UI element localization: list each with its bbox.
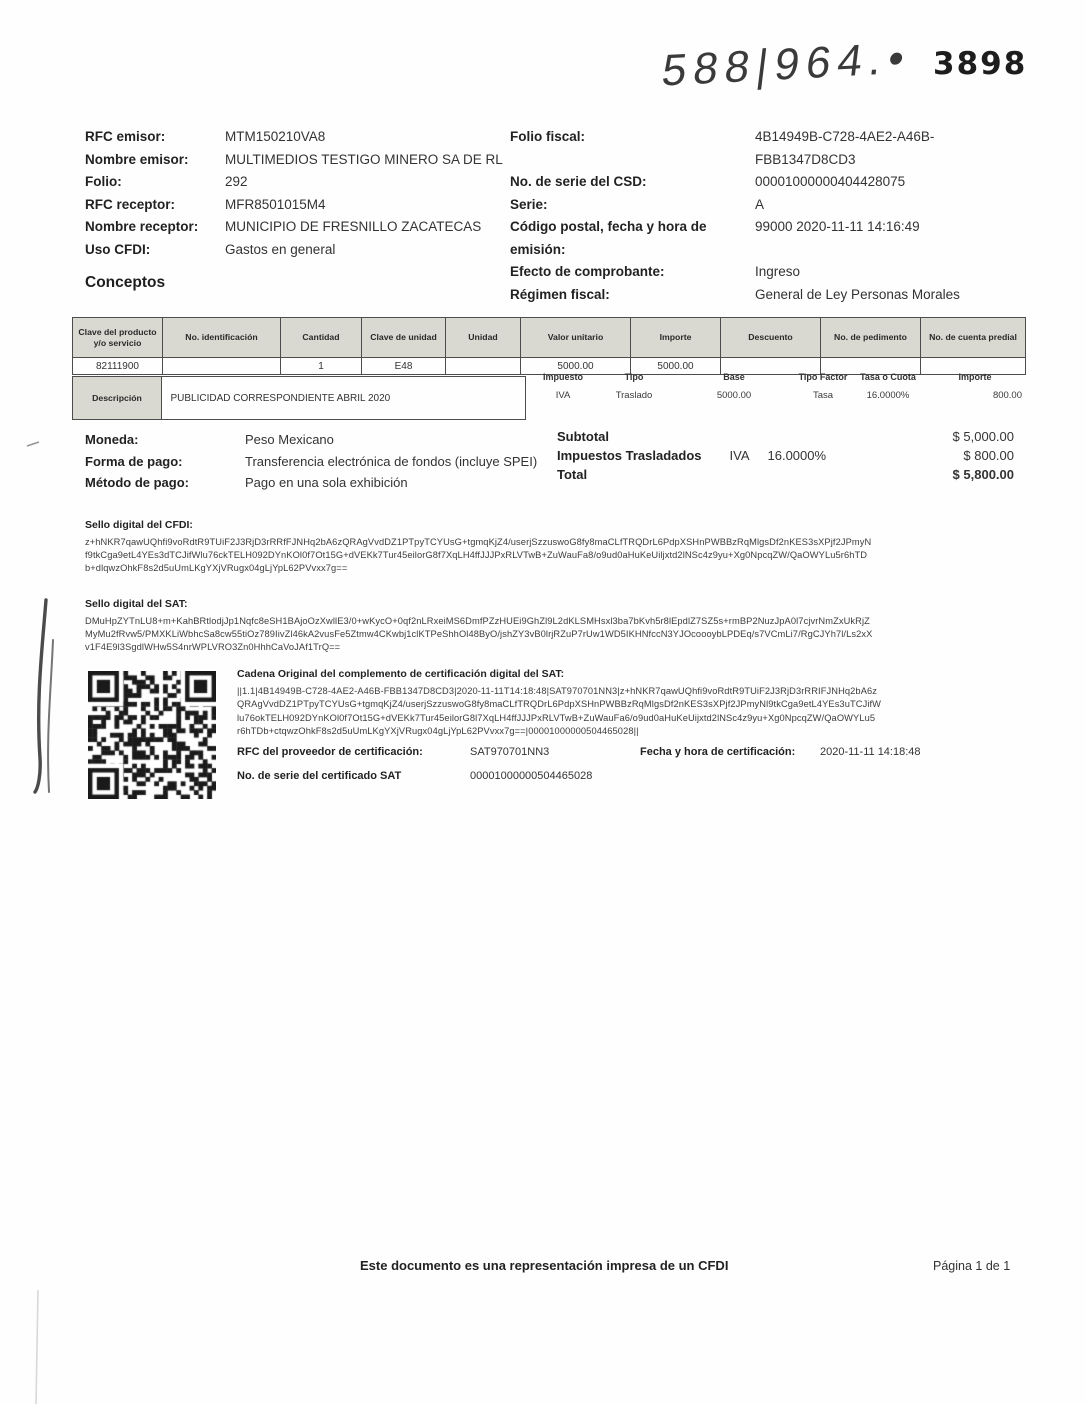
total-amount: $ 5,800.00: [952, 467, 1014, 482]
table-cell: 5000.00: [521, 358, 631, 375]
field-value: 99000 2020-11-11 14:16:49: [755, 219, 920, 234]
field-value: MUNICIPIO DE FRESNILLO ZACATECAS: [225, 219, 482, 234]
sello-sat-text: [85, 615, 1025, 654]
field-value: MULTIMEDIOS TESTIGO MINERO SA DE RL: [225, 151, 503, 167]
table-header-cell: No. identificación: [163, 318, 281, 358]
field-label: Nombre receptor:: [85, 219, 199, 234]
field-label: No. de serie del CSD:: [510, 174, 647, 189]
total-row: [557, 465, 1014, 484]
impuestos-value-cell: 5000.00: [716, 389, 752, 401]
impuestos-header-cell: Tipo Factor: [798, 372, 848, 382]
field-label: Forma de pago:: [85, 453, 183, 469]
field-label: Folio fiscal:: [510, 129, 586, 144]
footer-note: Este documento es una representación impresa de un CFDI: [360, 1258, 729, 1273]
total-label: Total: [557, 467, 588, 482]
taxes-amount: $ 800.00: [963, 448, 1014, 463]
seal-line: lu76okTELH092DYnKOl0f7Ot15G+dVEKk7Tur45eilorG8l7XqLH4ffJJJPxRLVTwB+ZuWauFa6/o9ud0aHuKeUijxtd2lNSc4z9yu+Xg0NpcqZW/QaOWYLu5: [237, 712, 876, 723]
fecha-certificacion-label: Fecha y hora de certificación:: [640, 746, 796, 758]
impuestos-header-cell: Tasa o Cuota: [860, 372, 916, 382]
pen-mark: [27, 442, 39, 446]
impuestos-header-cell: Importe: [958, 372, 992, 382]
table-header-cell: Unidad: [446, 318, 521, 358]
table-header-cell: Descuento: [721, 318, 821, 358]
table-header-row: [73, 318, 1026, 358]
table-header-cell: Valor unitario: [521, 318, 631, 358]
certificate-serial-row: [237, 770, 1022, 786]
field-label: RFC emisor:: [85, 129, 166, 144]
serie-certificado-value: 00001000000504465028: [470, 770, 593, 782]
page-number: Página 1 de 1: [933, 1259, 1011, 1273]
field-label: Nombre emisor:: [85, 151, 189, 167]
impuestos-table: [532, 372, 1026, 401]
table-cell: [163, 358, 281, 375]
seal-line: z+hNKR7qawUQhfi9voRdtR9TUiF2J3RjD3rRRfFJNHq2bA6zQRAgVvdDZ1PTpyTCYUsG+tgmqKjZ4/userjSzzuswoG8fy8maCLfTRQDrL6PdpXSHnPWBBzRqMlgsDf2nKES3sXPjf2JPmyN: [85, 537, 872, 547]
impuestos-value-cell: IVA: [555, 389, 571, 401]
field-value: General de Ley Personas Morales: [755, 286, 960, 302]
serie-certificado-label: No. de serie del certificado SAT: [237, 770, 402, 782]
qr-code: [88, 671, 216, 799]
rfc-proveedor-value: SAT970701NN3: [470, 746, 550, 758]
seal-line: ||1.1|4B14949B-C728-4AE2-A46B-FBB1347D8CD3|2020-11-11T14:18:48|SAT970701NN3|z+hNKR7qawUQhfi9voRdtR9TUiF2J3RjD3rRRIFJNHq2bA6z: [237, 686, 878, 696]
scan-line: [36, 1290, 38, 1404]
field-label: Régimen fiscal:: [510, 286, 610, 302]
field-value: 4B14949B-C728-4AE2-A46B-FBB1347D8CD3: [755, 129, 935, 167]
handwritten-annotation: 588|964.•: [659, 33, 914, 96]
subtotal-label: Subtotal: [557, 429, 609, 444]
seal-line: DMuHpZYTnLU8+m+KahBRtlodjJp1Nqfc8eSH1BAjoOzXwllE3/0+wKycO+0qf2nLRxeiMS6DmfPZzHUEi9GhZl9L2dKLSMHsxl3ba7bKvh5r8lEpdlZ7SZ5s+rmBP2NuzJpA0l7cjvrNmZxUkRjZ: [85, 616, 870, 626]
field-value: 292: [225, 174, 248, 189]
table-cell: [446, 358, 521, 375]
cadena-original-section: [237, 668, 1022, 739]
field-label: Código postal, fecha y hora de emisión:: [510, 219, 707, 257]
seal-line: r6hTDb+ctqwzOhkF8s2d5uUmLKgYXjVRugx04gLjYpL62PVvxx7g==|00001000000504465028||: [237, 726, 639, 737]
descripcion-label-cell: Descripción: [72, 376, 162, 420]
field-value: Peso Mexicano: [245, 432, 334, 447]
tax-type: IVA: [729, 448, 750, 463]
table-header-cell: No. de pedimento: [821, 318, 921, 358]
payment-fields: [85, 429, 555, 494]
impuestos-header-cell: Base: [723, 372, 745, 382]
field-label: Uso CFDI:: [85, 241, 151, 257]
cadena-title: Cadena Original del complemento de certificación digital del SAT:: [237, 668, 565, 680]
pen-mark: [48, 640, 53, 792]
taxes-label: Impuestos Trasladados: [557, 448, 702, 463]
field-value: Ingreso: [755, 264, 801, 279]
seal-line: QRAgVvdDZ1PTpyTCYUsG+tgmqKjZ4/userjSzzuswoG8fy8maCLfTRQDrL6PdpXSHnPWBBzRqMlgsDf2nKES3sXPjf2JPmyNl9tkCga9etL4YEs3uTCJifW: [237, 699, 882, 710]
field-value: 00001000000404428075: [755, 174, 906, 189]
sello-cfdi-text: [85, 536, 1025, 575]
scan-margin-marks: [0, 0, 70, 1404]
totals-block: [557, 427, 1014, 484]
tax-rate: 16.0000%: [767, 448, 827, 463]
fecha-certificacion-value: 2020-11-11 14:18:48: [820, 746, 921, 758]
field-value: Pago en una sola exhibición: [245, 475, 408, 490]
table-header-cell: Importe: [631, 318, 721, 358]
field-label: RFC receptor:: [85, 196, 176, 212]
impuestos-value-cell: Tasa: [812, 389, 834, 401]
conceptos-section-title: Conceptos: [85, 274, 166, 291]
impuestos-header-cell: Impuesto: [542, 372, 583, 382]
table-cell: E48: [362, 358, 446, 375]
pen-mark: [35, 600, 46, 792]
seal-line: f9tkCga9etL4YEs3dTCJifWlu76ckTELH092DYnKOl0f7Ot15G+dVEKk7Tur45eilorG8f7XqLH4ffJJJPxRLVTwB+ZuWauFa8/o9ud0aHuKeUiljxtd2lNSc4z9yu+Xg0NpcqZW/QaOWYLu5r6hTD: [85, 550, 868, 560]
subtotal-amount: $ 5,000.00: [952, 429, 1014, 444]
seal-line: v1F4E9l3SgdlWHw5S4nrWPLVRO3Zn0HhhCaVoJAf1TrQ==: [85, 642, 341, 652]
field-label: Método de pago:: [85, 475, 189, 490]
table-header-cell: Clave del producto y/o servicio: [73, 318, 163, 358]
stamp-number: 3898: [933, 46, 1028, 82]
field-value: A: [755, 196, 765, 212]
header-fields-left: [85, 126, 505, 261]
impuestos-header-row: [532, 372, 1026, 384]
impuestos-value-cell: Traslado: [615, 389, 653, 401]
field-label: Serie:: [510, 196, 548, 212]
field-label: Moneda:: [85, 432, 139, 447]
taxes-row: [557, 446, 1014, 465]
field-value: Transferencia electrónica de fondos (incluye SPEI): [245, 453, 538, 469]
table-cell: 82111900: [73, 358, 163, 375]
sello-cfdi-section: [85, 519, 1025, 575]
impuestos-header-cell: Tipo: [624, 372, 644, 382]
sello-sat-section: [85, 598, 1025, 654]
seal-line: b+dlqwzOhkF8s2d5uUmLKgYXjVRugx04gLjYpL62PVvxx7g==: [85, 563, 348, 573]
table-header-cell: Cantidad: [281, 318, 362, 358]
table-header-cell: No. de cuenta predial: [921, 318, 1026, 358]
seal-line: MyMu2fRvw5/PMXKLiWbhcSa8cw55tiOz789IivZl46kA2vusFe5Ztmw4CKwbj1clKTPeShhOl48ByO/jshZY3vB0lrjRZuP7rUw1WD5IKHNfccN3YJOcoooybLPDEq/s7VCmLi7/RgCJYh7l/Ls2xX: [85, 629, 873, 639]
rfc-proveedor-label: RFC del proveedor de certificación:: [237, 746, 423, 758]
impuestos-value-cell: 16.0000%: [866, 389, 910, 401]
descripcion-value-cell: PUBLICIDAD CORRESPONDIENTE ABRIL 2020: [161, 376, 526, 420]
impuestos-value-cell: 800.00: [992, 389, 1022, 401]
conceptos-table: [72, 317, 1026, 375]
field-label: Folio:: [85, 174, 122, 189]
table-cell: 1: [281, 358, 362, 375]
subtotal-row: [557, 427, 1014, 446]
cadena-text: [237, 685, 1022, 739]
sello-cfdi-title: Sello digital del CFDI:: [85, 519, 193, 531]
field-value: Gastos en general: [225, 241, 336, 257]
impuestos-value-row: [532, 384, 1026, 401]
field-label: Efecto de comprobante:: [510, 264, 665, 279]
table-cell: 5000.00: [631, 358, 721, 375]
sello-sat-title: Sello digital del SAT:: [85, 598, 188, 610]
table-header-cell: Clave de unidad: [362, 318, 446, 358]
header-fields-right: [510, 126, 1030, 306]
field-value: MFR8501015M4: [225, 196, 326, 212]
certification-row: [237, 746, 1022, 762]
field-value: MTM150210VA8: [225, 129, 326, 144]
